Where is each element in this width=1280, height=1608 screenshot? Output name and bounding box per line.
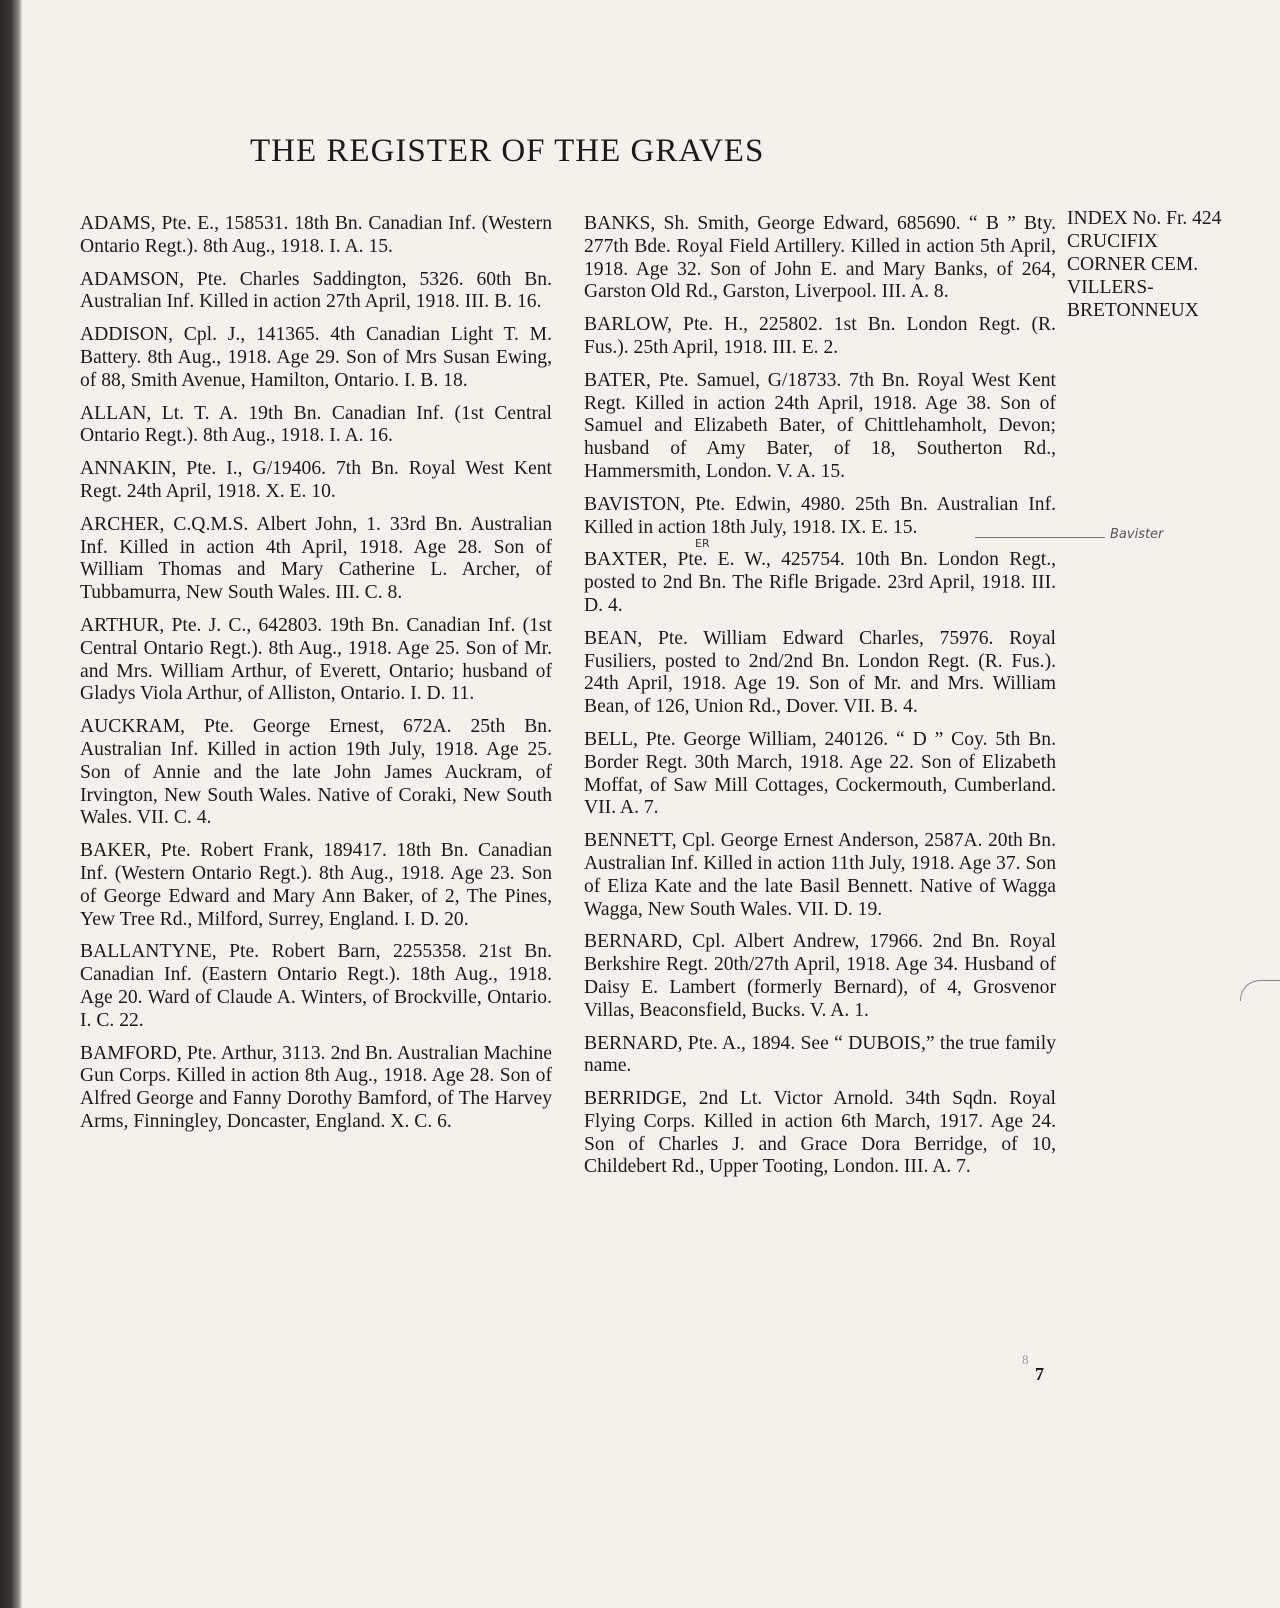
register-entry: ANNAKIN, Pte. I., G/19406. 7th Bn. Royal West Kent Regt. 24th April, 1918. X. E. 10.: [80, 458, 552, 502]
register-entry: BAXTER, Pte. E. W., 425754. 10th Bn. London Regt., posted to 2nd Bn. The Rifle Brigade. 23rd April, 1918. III. D. 4.: [584, 549, 1056, 616]
register-entry: BERRIDGE, 2nd Lt. Victor Arnold. 34th Sqdn. Royal Flying Corps. Killed in action 6th March, 1917. Age 24. Son of Charles J. and Grace Dora Berridge, of 10, Childebert Rd., Upper Tooting, London. III. A. 7.: [584, 1088, 1056, 1178]
register-entry: BENNETT, Cpl. George Ernest Anderson, 2587A. 20th Bn. Australian Inf. Killed in action 11th July, 1918. Age 37. Son of Eliza Kate and the late Basil Bennett. Native of Wagga Wagga, New South Wales. VII. D. 19.: [584, 830, 1056, 920]
register-entry: ALLAN, Lt. T. A. 19th Bn. Canadian Inf. (1st Central Ontario Regt.). 8th Aug., 1918. I. A. 16.: [80, 402, 552, 447]
register-entry: ADAMSON, Pte. Charles Saddington, 5326. 60th Bn. Australian Inf. Killed in action 27th April, 1918. III. B. 16.: [80, 268, 552, 313]
register-entry: BELL, Pte. George William, 240126. “ D ” Coy. 5th Bn. Border Regt. 30th March, 1918. Age 22. Son of Elizabeth Moffat, of Saw Mill Cottages, Cockermouth, Cumberland. VII. A. 7.: [584, 728, 1056, 819]
register-entry: ARTHUR, Pte. J. C., 642803. 19th Bn. Canadian Inf. (1st Central Ontario Regt.). 8th Aug., 1918. Age 25. Son of Mr. and Mrs. William Arthur, of Everett, Ontario; husband of Gladys Viola Arthur, of Alliston, Ontario. I. D. 11.: [80, 614, 552, 705]
register-entry: ADDISON, Cpl. J., 141365. 4th Canadian Light T. M. Battery. 8th Aug., 1918. Age 29. Son of Mrs Susan Ewing, of 88, Smith Avenue, Hamilton, Ontario. I. B. 18.: [80, 324, 552, 391]
index-number: INDEX No. Fr. 424: [1067, 208, 1222, 229]
register-entry: AUCKRAM, Pte. George Ernest, 672A. 25th Bn. Australian Inf. Killed in action 19th July, 1918. Age 25. Son of Annie and the late John James Auckram, of Irvington, New South Wales. Native of Coraki, New South Wales. VII. C. 4.: [80, 716, 552, 829]
cemetery-name-line: BRETONNEUX: [1067, 300, 1199, 321]
register-entry: BAKER, Pte. Robert Frank, 189417. 18th Bn. Canadian Inf. (Western Ontario Regt.). 8th Aug., 1918. Age 23. Son of George Edward and Mary Ann Baker, of 2, The Pines, Yew Tree Rd., Milford, Surrey, England. I. D. 20.: [80, 840, 552, 930]
page-number: 7: [1035, 1364, 1044, 1384]
register-entry: BALLANTYNE, Pte. Robert Barn, 2255358. 21st Bn. Canadian Inf. (Eastern Ontario Regt.). 18th Aug., 1918. Age 20. Ward of Claude A. Winters, of Brockville, Ontario. I. C. 22.: [80, 941, 552, 1031]
register-entry: BANKS, Sh. Smith, George Edward, 685690. “ B ” Bty. 277th Bde. Royal Field Artillery. Killed in action 5th April, 1918. Age 32. Son of John E. and Mary Banks, of 264, Garston Old Rd., Garston, Liverpool. III. A. 8.: [584, 213, 1056, 303]
register-entry: BARLOW, Pte. H., 225802. 1st Bn. London Regt. (R. Fus.). 25th April, 1918. III. E. 2.: [584, 314, 1056, 358]
cemetery-name-line: VILLERS-: [1067, 277, 1154, 298]
cemetery-name-line: CORNER CEM.: [1067, 254, 1199, 275]
register-entry: BATER, Pte. Samuel, G/18733. 7th Bn. Royal West Kent Regt. Killed in action 24th April, 1918. Age 38. Son of Samuel and Elizabeth Bater, of Chittlehamholt, Devon; husband of Amy Bater, of 18, Southerton Rd., Hammersmith, London. V. A. 15.: [584, 369, 1056, 482]
register-entry: BAVISTON, Pte. Edwin, 4980. 25th Bn. Australian Inf. Killed in action 18th July, 1918. IX. E. 15.: [584, 493, 1056, 538]
register-entry: ADAMS, Pte. E., 158531. 18th Bn. Canadian Inf. (Western Ontario Regt.). 8th Aug., 1918. I. A. 15.: [80, 213, 552, 257]
book-spine-edge: [0, 0, 22, 1608]
register-entry: BERNARD, Cpl. Albert Andrew, 17966. 2nd Bn. Royal Berkshire Regt. 20th/27th April, 1918. Age 34. Husband of Daisy E. Lambert (formerly Bernard), of 4, Grosvenor Villas, Beaconsfield, Bucks. V. A. 1.: [584, 931, 1056, 1021]
faint-page-number: 8: [1022, 1352, 1029, 1367]
page-title: THE REGISTER OF THE GRAVES: [250, 133, 765, 169]
register-entry: BERNARD, Pte. A., 1894. See “ DUBOIS,” the true family name.: [584, 1032, 1056, 1077]
margin-pencil-mark: [1240, 980, 1280, 1001]
cemetery-index-block: [1067, 207, 1267, 322]
middle-column: [584, 213, 1056, 1189]
cemetery-name-line: CRUCIFIX: [1067, 231, 1159, 252]
left-column: [80, 213, 552, 1144]
register-entry: BAMFORD, Pte. Arthur, 3113. 2nd Bn. Australian Machine Gun Corps. Killed in action 8th Aug., 1918. Age 28. Son of Alfred George and Fanny Dorothy Bamford, of The Harvey Arms, Finningley, Doncaster, England. X. C. 6.: [80, 1042, 552, 1132]
register-entry: ARCHER, C.Q.M.S. Albert John, 1. 33rd Bn. Australian Inf. Killed in action 4th April, 1918. Age 28. Son of William Thomas and Mary Catherine L. Archer, of Tubbamurra, New South Wales. III. C. 8.: [80, 513, 552, 604]
handwritten-margin-note: Bavister: [1110, 527, 1164, 542]
handwritten-correction: ER: [695, 537, 710, 550]
register-entry: BEAN, Pte. William Edward Charles, 75976. Royal Fusiliers, posted to 2nd/2nd Bn. London Regt. (R. Fus.). 24th April, 1918. Age 19. Son of Mr. and Mrs. William Bean, of 126, Union Rd., Dover. VII. B. 4.: [584, 627, 1056, 718]
annotation-pointer-line: [975, 537, 1105, 538]
